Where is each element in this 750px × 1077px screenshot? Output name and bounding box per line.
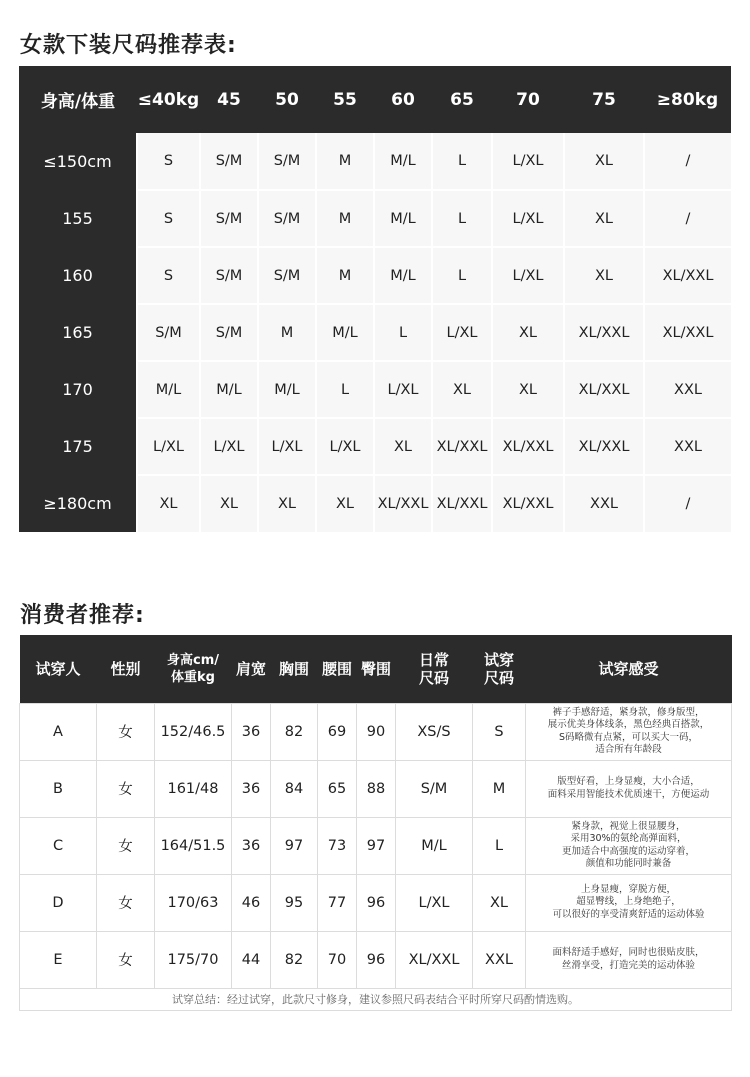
size-cell: XL/XXL: [432, 475, 492, 532]
hip-cell: 96: [357, 931, 396, 988]
size-row: [19, 304, 731, 361]
size-cell: XL: [432, 361, 492, 418]
hip-cell: 96: [357, 874, 396, 931]
gender-cell: 女: [97, 760, 155, 817]
size-cell: L/XL: [432, 304, 492, 361]
header-cell: 50: [258, 66, 316, 133]
height-weight-cell: 164/51.5: [155, 817, 232, 874]
tester-cell: B: [20, 760, 97, 817]
size-cell: XL: [258, 475, 316, 532]
size-row: [19, 361, 731, 418]
chest-cell: 82: [271, 703, 318, 760]
feedback-line: 版型好看，上身显瘦，大小合适，: [557, 776, 700, 787]
size-cell: L: [374, 304, 432, 361]
size-cell: M: [316, 190, 374, 247]
size-cell: XL: [374, 418, 432, 475]
size-chart-title: 女款下装尺码推荐表:: [20, 33, 237, 58]
chest-cell: 84: [271, 760, 318, 817]
shoulder-cell: 44: [232, 931, 271, 988]
size-cell: L/XL: [137, 418, 200, 475]
size-cell: XL/XXL: [644, 247, 731, 304]
size-cell: XL: [316, 475, 374, 532]
feedback-line: 面料采用智能技术优质速干，方便运动: [547, 788, 710, 800]
size-cell: L/XL: [492, 190, 564, 247]
header-cell: [473, 635, 526, 703]
header-cell: ≤40kg: [137, 66, 200, 133]
try-on-summary: 试穿总结：经过试穿，此款尺寸修身，建议参照尺码表结合平时所穿尺码酌情选购。: [20, 988, 732, 1010]
feedback-line: 采用30%的氨纶高弹面料，: [570, 833, 687, 844]
feedback-cell: [526, 931, 732, 988]
header-line: 试穿: [483, 650, 514, 669]
size-cell: L/XL: [374, 361, 432, 418]
trial-size-cell: XXL: [473, 931, 526, 988]
consumer-recommendation-title: 消费者推荐:: [20, 603, 145, 628]
size-cell: S/M: [137, 304, 200, 361]
daily-size-cell: XL/XXL: [396, 931, 473, 988]
header-line: 身高cm/: [166, 652, 219, 668]
feedback-cell: [526, 874, 732, 931]
size-cell: S: [137, 190, 200, 247]
size-row: [19, 190, 731, 247]
header-cell: [155, 635, 232, 703]
size-cell: XL/XXL: [644, 304, 731, 361]
height-weight-cell: 152/46.5: [155, 703, 232, 760]
height-label: ≤150cm: [19, 133, 137, 190]
size-cell: S/M: [258, 190, 316, 247]
height-label: ≥180cm: [19, 475, 137, 532]
feedback-line: 面料舒适手感好，同时也很贴皮肤，: [552, 947, 705, 958]
size-cell: S: [137, 133, 200, 190]
header-cell: 性别: [97, 635, 155, 703]
feedback-line: 紧身款，视觉上很显腰身，: [571, 820, 686, 832]
size-cell: M/L: [137, 361, 200, 418]
size-cell: XL: [564, 190, 644, 247]
size-cell: XL: [492, 304, 564, 361]
feedback-line: 颜值和功能同时兼备: [585, 858, 672, 869]
size-cell: S/M: [258, 133, 316, 190]
size-cell: XL/XXL: [492, 418, 564, 475]
size-cell: XL/XXL: [564, 304, 644, 361]
feedback-cell: [526, 760, 732, 817]
hip-cell: 88: [357, 760, 396, 817]
size-cell: XL/XXL: [564, 418, 644, 475]
header-cell: 55: [316, 66, 374, 133]
gender-cell: 女: [97, 703, 155, 760]
tester-cell: A: [20, 703, 97, 760]
consumer-row: [20, 874, 732, 931]
consumer-recommendation-table: [19, 635, 732, 1011]
header-cell: 胸围: [271, 635, 318, 703]
header-cell: [396, 635, 473, 703]
feedback-line: 丝滑享受，打造完美的运动体验: [561, 959, 695, 971]
size-cell: XL/XXL: [492, 475, 564, 532]
size-cell: M/L: [258, 361, 316, 418]
size-cell: XL: [137, 475, 200, 532]
size-cell: L/XL: [316, 418, 374, 475]
chest-cell: 97: [271, 817, 318, 874]
header-cell: 腰围: [318, 635, 357, 703]
size-cell: /: [644, 133, 731, 190]
height-weight-cell: 175/70: [155, 931, 232, 988]
size-cell: XL/XXL: [374, 475, 432, 532]
size-cell: XL: [492, 361, 564, 418]
size-cell: L: [432, 247, 492, 304]
feedback-line: S码略微有点紧，可以买大一码，: [558, 731, 699, 743]
size-cell: /: [644, 475, 731, 532]
feedback-line: 展示优美身体线条，黑色经典百搭款，: [547, 719, 710, 730]
chest-cell: 82: [271, 931, 318, 988]
size-cell: M: [258, 304, 316, 361]
tester-cell: C: [20, 817, 97, 874]
size-chart-table: [19, 66, 731, 532]
waist-cell: 69: [318, 703, 357, 760]
shoulder-cell: 36: [232, 760, 271, 817]
size-cell: M/L: [374, 247, 432, 304]
tester-cell: E: [20, 931, 97, 988]
feedback-line: 上身显瘦，穿脱方便，: [580, 883, 676, 895]
header-cell: 65: [432, 66, 492, 133]
header-line: 尺码: [418, 668, 449, 687]
header-cell: 臀围: [357, 635, 396, 703]
shoulder-cell: 46: [232, 874, 271, 931]
header-cell: 70: [492, 66, 564, 133]
size-cell: L: [316, 361, 374, 418]
shoulder-cell: 36: [232, 703, 271, 760]
size-cell: L/XL: [200, 418, 258, 475]
height-label: 155: [19, 190, 137, 247]
height-weight-cell: 170/63: [155, 874, 232, 931]
feedback-line: 适合所有年龄段: [595, 744, 662, 755]
trial-size-cell: M: [473, 760, 526, 817]
consumer-row: [20, 703, 732, 760]
feedback-cell: [526, 817, 732, 874]
trial-size-cell: S: [473, 703, 526, 760]
hip-cell: 97: [357, 817, 396, 874]
tester-cell: D: [20, 874, 97, 931]
header-cell: 身高/体重: [19, 66, 137, 133]
size-cell: L/XL: [492, 247, 564, 304]
size-cell: M/L: [316, 304, 374, 361]
height-weight-cell: 161/48: [155, 760, 232, 817]
waist-cell: 65: [318, 760, 357, 817]
size-cell: XL/XXL: [564, 361, 644, 418]
daily-size-cell: S/M: [396, 760, 473, 817]
size-row: [19, 418, 731, 475]
size-cell: M: [316, 133, 374, 190]
consumer-row: [20, 817, 732, 874]
size-cell: S/M: [258, 247, 316, 304]
daily-size-cell: L/XL: [396, 874, 473, 931]
header-line: 日常: [418, 650, 449, 669]
size-cell: M/L: [374, 190, 432, 247]
feedback-line: 裤子手感舒适，紧身款，修身版型，: [552, 706, 705, 718]
daily-size-cell: M/L: [396, 817, 473, 874]
header-cell: 肩宽: [232, 635, 271, 703]
header-cell: 45: [200, 66, 258, 133]
shoulder-cell: 36: [232, 817, 271, 874]
summary-row: [20, 988, 732, 1010]
height-label: 165: [19, 304, 137, 361]
size-cell: S/M: [200, 247, 258, 304]
size-cell: L: [432, 133, 492, 190]
height-label: 170: [19, 361, 137, 418]
hip-cell: 90: [357, 703, 396, 760]
header-line: 体重kg: [171, 669, 215, 685]
size-cell: S: [137, 247, 200, 304]
feedback-line: 更加适合中高强度的运动穿着，: [561, 845, 695, 857]
size-cell: L: [432, 190, 492, 247]
waist-cell: 70: [318, 931, 357, 988]
size-cell: /: [644, 190, 731, 247]
feedback-line: 超显臀线，上身绝绝子，: [576, 896, 681, 908]
size-cell: S/M: [200, 133, 258, 190]
trial-size-cell: L: [473, 817, 526, 874]
size-row: [19, 475, 731, 532]
waist-cell: 73: [318, 817, 357, 874]
header-cell: 试穿人: [20, 635, 97, 703]
size-cell: M/L: [374, 133, 432, 190]
waist-cell: 77: [318, 874, 357, 931]
header-cell: 60: [374, 66, 432, 133]
size-cell: M/L: [200, 361, 258, 418]
size-cell: S/M: [200, 190, 258, 247]
size-cell: XXL: [644, 361, 731, 418]
size-cell: XL: [564, 247, 644, 304]
header-cell: 75: [564, 66, 644, 133]
size-cell: M: [316, 247, 374, 304]
feedback-line: 可以很好的享受清爽舒适的运动体验: [552, 908, 705, 920]
consumer-row: [20, 760, 732, 817]
chest-cell: 95: [271, 874, 318, 931]
height-label: 160: [19, 247, 137, 304]
gender-cell: 女: [97, 931, 155, 988]
size-cell: XXL: [564, 475, 644, 532]
size-cell: XL/XXL: [432, 418, 492, 475]
size-cell: XL: [200, 475, 258, 532]
daily-size-cell: XS/S: [396, 703, 473, 760]
trial-size-cell: XL: [473, 874, 526, 931]
header-cell: 试穿感受: [526, 635, 732, 703]
size-cell: L/XL: [258, 418, 316, 475]
header-cell: ≥80kg: [644, 66, 731, 133]
size-cell: XXL: [644, 418, 731, 475]
consumer-row: [20, 931, 732, 988]
size-chart-header-row: [19, 66, 731, 133]
height-label: 175: [19, 418, 137, 475]
size-row: [19, 133, 731, 190]
size-row: [19, 247, 731, 304]
size-cell: S/M: [200, 304, 258, 361]
gender-cell: 女: [97, 817, 155, 874]
gender-cell: 女: [97, 874, 155, 931]
consumer-header-row: [20, 635, 732, 703]
size-cell: L/XL: [492, 133, 564, 190]
size-cell: XL: [564, 133, 644, 190]
header-line: 尺码: [483, 668, 514, 687]
feedback-cell: [526, 703, 732, 760]
